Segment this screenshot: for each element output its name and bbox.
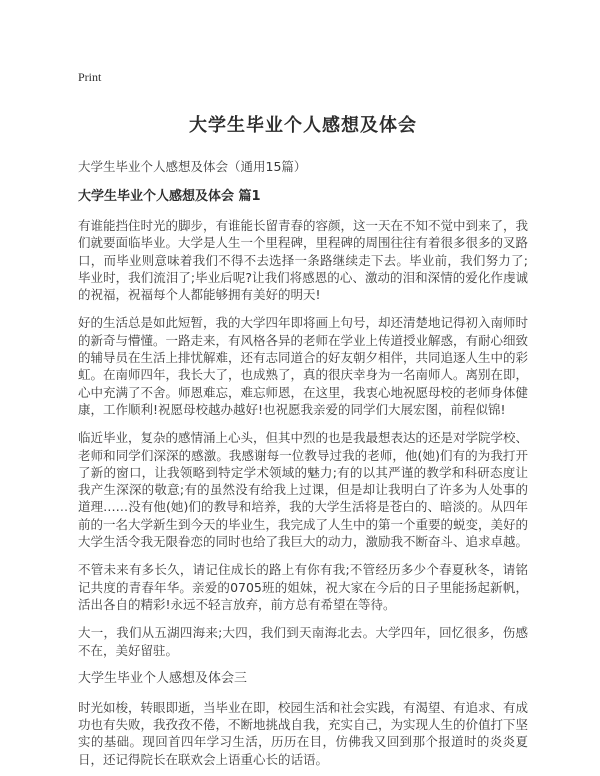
subtitle: 大学生毕业个人感想及体会（通用15篇）: [78, 159, 307, 174]
page-title: 大学生毕业个人感想及体会: [189, 115, 417, 136]
paragraph: 不管未来有多长久，请记住成长的路上有你有我;不管经历多少个春夏秋冬，请铭记共度的青春年华。亲爱的0705班的姐妹，祝大家在今后的日子里能扬起新帆，活出各自的精彩!永远不轻言放弃，前方总有希望在等待。: [78, 562, 528, 612]
print-link[interactable]: Print: [78, 70, 102, 84]
paragraph: 临近毕业，复杂的感情涌上心头，但其中烈的也是我最想表达的还是对学院学校、老师和同学们深深的感激。我感谢每一位教导过我的老师，他(她)们有的为我打开了新的窗口，让我领略到特定学术领域的魅力;有的以其严谨的教学和科研态度让我产生深深的敬意;有的虽然没有给我上过课，但是却让我明白了许多为人处事的道理……没有他(她)们的教导和培养，我的大学生活将是苍白的、暗淡的。从四年前的一名大学新生到今天的毕业生，我完成了人生中的第一个重要的蜕变，美好的大学生活令我无限眷恋的同时也给了我巨大的动力，激励我不断奋斗、追求卓越。: [78, 430, 529, 550]
paragraph: 有谁能挡住时光的脚步，有谁能长留青春的容颜，这一天在不知不觉中到来了，我们就要面临毕业。大学是人生一个里程碑，里程碑的周围往往有着很多很多的叉路口，而毕业则意味着我们不得不去选择一条路继续走下去。毕业前，我们努力了;毕业时，我们流泪了;毕业后呢?让我们将感恩的心、激动的泪和深情的爱化作虔诚的祝福，祝福每个人都能够拥有美好的明天!: [78, 218, 529, 303]
section-heading-part3: 大学生毕业个人感想及体会三: [78, 670, 248, 686]
paragraph: 好的生活总是如此短暂，我的大学四年即将画上句号，却还清楚地记得初入南师时的新奇与懵懂。一路走来，有风格各异的老师在学业上传道授业解惑，有耐心细致的辅导员在生活上排忧解难，还有志同道合的好友朝夕相伴，共同追逐人生中的彩虹。在南师四年，我长大了，也成熟了，真的很庆幸身为一名南师人。离别在即，心中充满了不舍。师恩难忘，难忘师恩，在这里，我衷心地祝愿母校的老师身体健康，工作顺利!祝愿母校越办越好!也祝愿我亲爱的同学们大展宏图，前程似锦!: [78, 315, 529, 417]
paragraph: 时光如梭，转眼即逝，当毕业在即，校园生活和社会实践，有渴望、有追求、有成功也有失败，我孜孜不倦，不断地挑战自我，充实自己，为实现人生的价值打下坚实的基础。现回首四年学习生活，历历在目，仿佛我又回到那个报道时的炎炎夏日，还记得院长在联欢会上语重心长的话语。: [78, 699, 529, 767]
paragraph: 大一，我们从五湖四海来;大四，我们到天南海北去。大学四年，回忆很多，伤感不在，美好留驻。: [78, 625, 528, 658]
section-heading-part1: 大学生毕业个人感想及体会 篇1: [78, 189, 261, 204]
